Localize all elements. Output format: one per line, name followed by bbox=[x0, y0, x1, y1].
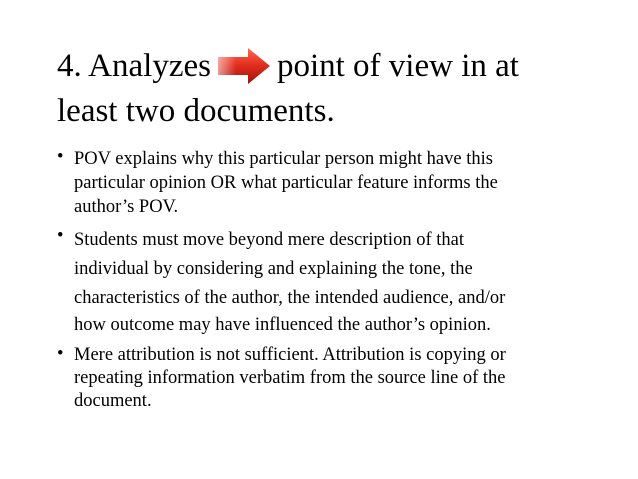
bullet-item bbox=[57, 344, 617, 413]
bullet-text-line: Students must move beyond mere description of that bbox=[74, 230, 464, 250]
slide-title bbox=[57, 44, 617, 134]
bullet-text-line: author’s POV. bbox=[74, 197, 179, 217]
bullet-item bbox=[57, 226, 617, 337]
title-line-2: least two documents. bbox=[57, 93, 335, 129]
bullet-text-line: document. bbox=[74, 391, 152, 411]
bullet-text-line: Mere attribution is not sufficient. Attribution is copying or bbox=[74, 345, 506, 365]
bullet-list bbox=[57, 147, 617, 420]
bullet-text-line: characteristics of the author, the intended audience, and/or bbox=[74, 288, 506, 308]
bullet-dot: • bbox=[57, 147, 64, 167]
right-arrow-icon bbox=[216, 46, 272, 86]
bullet-item bbox=[57, 147, 617, 219]
bullet-dot: • bbox=[57, 344, 64, 364]
bullet-dot: • bbox=[57, 226, 64, 246]
bullet-text-line: how outcome may have influenced the author’s opinion. bbox=[74, 315, 491, 335]
title-part-1: 4. Analyzes bbox=[57, 48, 211, 84]
bullet-text-line: particular opinion OR what particular feature informs the bbox=[74, 173, 498, 193]
title-part-2: point of view in at bbox=[276, 48, 519, 84]
bullet-text-line: repeating information verbatim from the source line of the bbox=[74, 368, 506, 388]
bullet-text-line: individual by considering and explaining the tone, the bbox=[74, 259, 473, 279]
bullet-text-line: POV explains why this particular person might have this bbox=[74, 149, 493, 169]
